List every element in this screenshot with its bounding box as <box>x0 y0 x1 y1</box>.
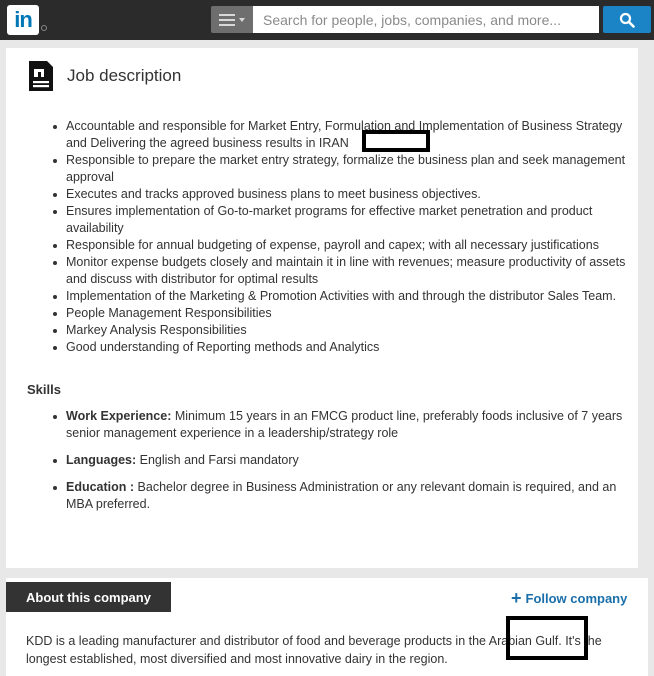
skill-item <box>26 479 630 513</box>
about-company-tab[interactable]: About this company <box>6 582 171 612</box>
list-item: Executes and tracks approved business plans to meet business objectives. <box>26 186 630 203</box>
skills-heading: Skills <box>27 382 61 397</box>
document-icon <box>28 60 54 92</box>
list-item: Responsible for annual budgeting of expense, payroll and capex; with all necessary justifications <box>26 237 630 254</box>
job-description-card <box>6 48 638 568</box>
skill-text: Minimum 15 years in an FMCG product line, preferably foods inclusive of 7 years senior management experience in a leadership/strategy role <box>66 409 623 440</box>
list-item: Accountable and responsible for Market Entry, Formulation and Implementation of Business Strategy and Delivering the agreed business results in IRAN <box>26 118 630 152</box>
search-category-menu-button[interactable] <box>211 6 253 33</box>
skill-label: Work Experience: <box>66 409 172 423</box>
list-item: Implementation of the Marketing & Promotion Activities with and through the distributor Sales Team. <box>26 288 630 305</box>
follow-label: Follow company <box>525 591 628 606</box>
follow-company-button[interactable] <box>511 588 628 608</box>
skills-list <box>26 408 630 523</box>
skill-text: Bachelor degree in Business Administration or any relevant domain is required, and an MBA preferred. <box>66 480 617 511</box>
list-item: Markey Analysis Responsibilities <box>26 322 630 339</box>
search-button[interactable] <box>603 6 651 33</box>
about-company-card <box>6 578 648 676</box>
skill-text: English and Farsi mandatory <box>136 453 299 467</box>
skill-item <box>26 452 630 469</box>
skill-label: Education : <box>66 480 135 494</box>
list-item: Good understanding of Reporting methods and Analytics <box>26 339 630 356</box>
search-icon <box>619 12 635 28</box>
list-item: Ensures implementation of Go-to-market programs for effective market penetration and product availability <box>26 203 630 237</box>
skill-label: Languages: <box>66 453 137 467</box>
registered-mark-icon <box>41 25 47 31</box>
search-input[interactable] <box>253 6 599 33</box>
list-item: Responsible to prepare the market entry strategy, formalize the business plan and seek management approval <box>26 152 630 186</box>
company-description: KDD is a leading manufacturer and distributor of food and beverage products in the Arabian Gulf. It's the longest established, most diversified and most innovative dairy in the region. <box>26 634 602 666</box>
section-title: Job description <box>67 66 182 85</box>
job-responsibilities-list <box>26 118 630 356</box>
plus-icon: + <box>511 588 522 608</box>
skill-item <box>26 408 630 442</box>
hamburger-icon <box>219 14 235 26</box>
list-item: Monitor expense budgets closely and maintain it in line with revenues; measure productivity of assets and discuss with distributor for optimal results <box>26 254 630 288</box>
list-item: People Management Responsibilities <box>26 305 630 322</box>
highlight-box <box>506 616 588 660</box>
highlight-box <box>362 130 430 152</box>
linkedin-logo[interactable] <box>7 5 39 35</box>
logo-text: in <box>14 7 32 32</box>
top-nav-bar <box>0 0 654 40</box>
chevron-down-icon <box>239 18 245 22</box>
